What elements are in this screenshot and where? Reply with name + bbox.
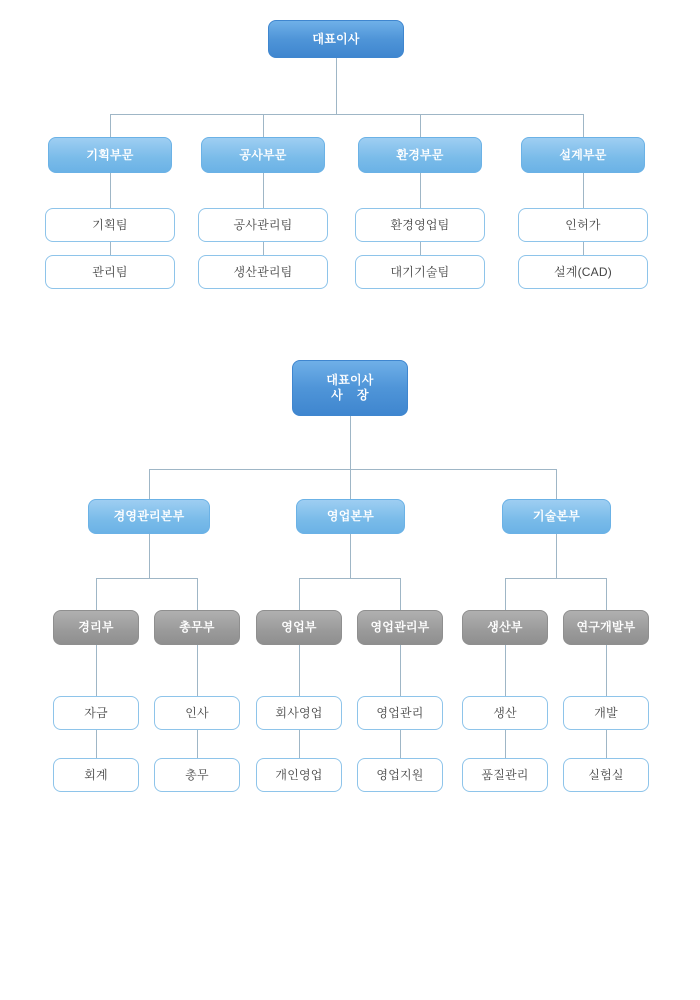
connector-root-down (336, 58, 337, 114)
node-team-sales-support[interactable]: 영업지원 (357, 758, 443, 792)
node-team-corporate-sales[interactable]: 회사영업 (256, 696, 342, 730)
connector-team1-team2-b5 (505, 730, 506, 758)
node-team-quality-control[interactable]: 품질관리 (462, 758, 548, 792)
node-team-hr[interactable]: 인사 (154, 696, 240, 730)
connector-div4-team1 (583, 173, 584, 208)
connector-bdiv2-stem (350, 534, 351, 578)
node-team-design-2[interactable]: 설계(CAD) (518, 255, 648, 289)
node-ceo-top[interactable]: 대표이사 (268, 20, 404, 58)
connector-dept5-team1 (505, 645, 506, 696)
connector-team1-team2-3 (420, 242, 421, 255)
node-team-funds[interactable]: 자금 (53, 696, 139, 730)
connector-team1-team2-b1 (96, 730, 97, 758)
node-team-production[interactable]: 생산 (462, 696, 548, 730)
connector-bus-divisions (110, 114, 583, 115)
node-team-general-affairs[interactable]: 총무 (154, 758, 240, 792)
connector-drop-bdiv-1 (149, 469, 150, 499)
connector-drop-div-4 (583, 114, 584, 137)
connector-div3-team1 (420, 173, 421, 208)
connector-team1-team2-b6 (606, 730, 607, 758)
node-division-design[interactable]: 설계부문 (521, 137, 645, 173)
node-department-rnd[interactable]: 연구개발부 (563, 610, 649, 645)
connector-dept4-team1 (400, 645, 401, 696)
connector-bdiv3-drop-a (505, 578, 506, 610)
connector-bdiv1-bus (96, 578, 198, 579)
node-ceo-bottom-line2: 사 장 (331, 388, 369, 402)
connector-bdiv3-stem (556, 534, 557, 578)
connector-bdiv2-bus (299, 578, 400, 579)
node-division-sales[interactable]: 영업본부 (296, 499, 405, 534)
connector-bdiv1-drop-b (197, 578, 198, 610)
node-department-production[interactable]: 생산부 (462, 610, 548, 645)
connector-bdiv3-bus (505, 578, 606, 579)
node-department-general-affairs[interactable]: 총무부 (154, 610, 240, 645)
connector-dept2-team1 (197, 645, 198, 696)
connector-team1-team2-4 (583, 242, 584, 255)
node-team-sales-management[interactable]: 영업관리 (357, 696, 443, 730)
connector-drop-bdiv-3 (556, 469, 557, 499)
connector-bdiv1-drop-a (96, 578, 97, 610)
node-team-laboratory[interactable]: 실험실 (563, 758, 649, 792)
connector-div2-team1 (263, 173, 264, 208)
node-team-environment-1[interactable]: 환경영업팀 (355, 208, 485, 242)
node-division-planning[interactable]: 기획부문 (48, 137, 172, 173)
node-team-environment-2[interactable]: 대기기술팀 (355, 255, 485, 289)
node-division-technology[interactable]: 기술본부 (502, 499, 611, 534)
connector-bdiv1-stem (149, 534, 150, 578)
node-team-planning-1[interactable]: 기획팀 (45, 208, 175, 242)
node-team-planning-2[interactable]: 관리팀 (45, 255, 175, 289)
node-team-design-1[interactable]: 인허가 (518, 208, 648, 242)
connector-bdiv3-drop-b (606, 578, 607, 610)
connector-drop-bdiv-2 (350, 469, 351, 499)
connector-dept1-team1 (96, 645, 97, 696)
node-team-construction-2[interactable]: 생산관리팀 (198, 255, 328, 289)
connector-bus-divisions-bottom (149, 469, 556, 470)
connector-team1-team2-b4 (400, 730, 401, 758)
node-ceo-bottom-line1: 대표이사 (326, 373, 374, 387)
node-team-construction-1[interactable]: 공사관리팀 (198, 208, 328, 242)
connector-root-bottom-down (350, 416, 351, 469)
node-department-sales-management[interactable]: 영업관리부 (357, 610, 443, 645)
node-division-construction[interactable]: 공사부문 (201, 137, 325, 173)
connector-team1-team2-b2 (197, 730, 198, 758)
connector-dept3-team1 (299, 645, 300, 696)
connector-drop-div-3 (420, 114, 421, 137)
connector-team1-team2-2 (263, 242, 264, 255)
connector-drop-div-2 (263, 114, 264, 137)
node-team-personal-sales[interactable]: 개인영업 (256, 758, 342, 792)
node-division-management[interactable]: 경영관리본부 (88, 499, 210, 534)
connector-bdiv2-drop-b (400, 578, 401, 610)
node-department-sales[interactable]: 영업부 (256, 610, 342, 645)
connector-drop-div-1 (110, 114, 111, 137)
node-division-environment[interactable]: 환경부문 (358, 137, 482, 173)
node-team-accounting[interactable]: 회계 (53, 758, 139, 792)
connector-dept6-team1 (606, 645, 607, 696)
connector-team1-team2-b3 (299, 730, 300, 758)
node-team-development[interactable]: 개발 (563, 696, 649, 730)
connector-team1-team2-1 (110, 242, 111, 255)
connector-bdiv2-drop-a (299, 578, 300, 610)
node-department-accounting[interactable]: 경리부 (53, 610, 139, 645)
node-ceo-bottom[interactable] (292, 360, 408, 416)
connector-div1-team1 (110, 173, 111, 208)
